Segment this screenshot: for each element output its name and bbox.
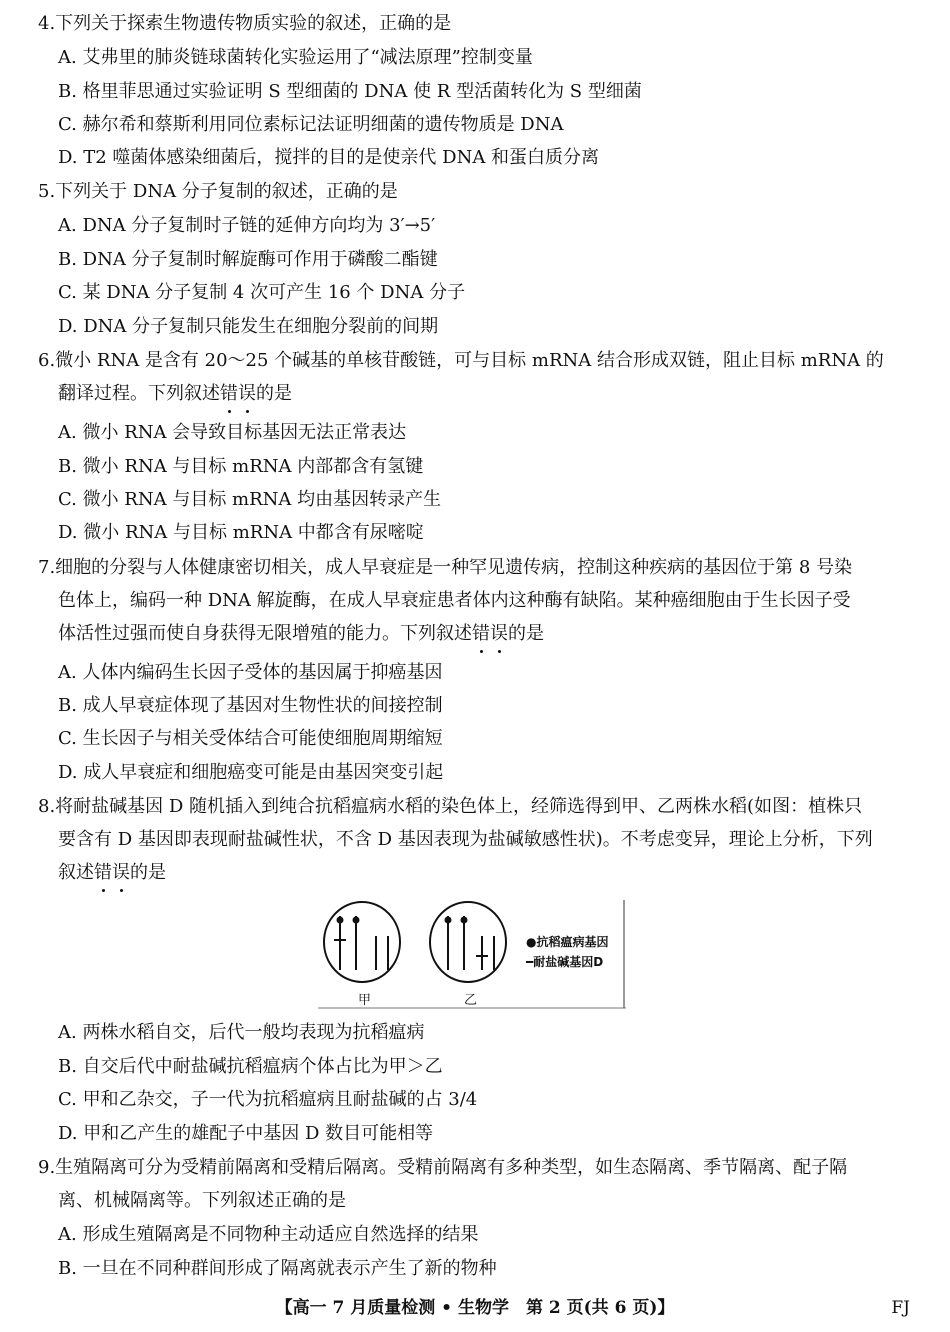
q7-option-b: B. 成人早衰症体现了基因对生物性状的间接控制 [58,695,443,716]
q4-option-b: B. 格里菲思通过实验证明 S 型细菌的 DNA 使 R 型活菌转化为 S 型细菌 [58,81,642,102]
q6-stem-text: 翻译过程。下列叙述 [58,383,220,404]
q9-option-b: B. 一旦在不同种群间形成了隔离就表示产生了新的物种 [58,1258,497,1279]
chromosome-figure [318,898,628,1010]
q6-stem-text: 的是 [256,383,292,404]
emphasis-char: 错 [472,623,490,644]
q8-stem-line-2: 要含有 D 基因即表现耐盐碱性状，不含 D 基因表现为盐碱敏感性状)。不考虑变异，理论上分析，下列 [58,829,873,850]
emphasis-char: 误 [238,383,256,404]
q7-stem-text: 体活性过强而使自身获得无限增殖的能力。下列叙述 [58,623,472,644]
label-yi: 乙 [464,993,478,1008]
q7-stem-text: 的是 [508,623,544,644]
q8-stem-line-3 [58,861,938,885]
q7-option-c: C. 生长因子与相关受体结合可能使细胞周期缩短 [58,728,443,749]
q8-option-d: D. 甲和乙产生的雄配子中基因 D 数目可能相等 [58,1123,434,1144]
q6-option-d: D. 微小 RNA 与目标 mRNA 中都含有尿嘧啶 [58,522,424,543]
q4-option-c: C. 赫尔希和蔡斯利用同位素标记法证明细菌的遗传物质是 DNA [58,114,564,135]
q5-option-c: C. 某 DNA 分子复制 4 次可产生 16 个 DNA 分子 [58,282,466,303]
q8-option-b: B. 自交后代中耐盐碱抗稻瘟病个体占比为甲＞乙 [58,1056,443,1077]
q5-option-b: B. DNA 分子复制时解旋酶可作用于磷酸二酯键 [58,249,438,270]
q9-stem-line-1: 9.生殖隔离可分为受精前隔离和受精后隔离。受精前隔离有多种类型，如生态隔离、季节隔离、配子隔 [38,1157,848,1178]
disease-resistance-gene-dot [353,917,360,924]
q7-stem-line-2: 色体上，编码一种 DNA 解旋酶，在成人早衰症患者体内这种酶有缺陷。某种癌细胞由于生长因子受 [58,590,851,611]
q9-option-a: A. 形成生殖隔离是不同物种主动适应自然选择的结果 [58,1224,479,1245]
q4-option-a: A. 艾弗里的肺炎链球菌转化实验运用了“减法原理”控制变量 [58,47,533,68]
q6-option-a: A. 微小 RNA 会导致目标基因无法正常表达 [58,422,407,443]
legend-disease-resistance-gene: ●抗稻瘟病基因 [526,935,609,949]
label-jia: 甲 [358,993,372,1008]
q8-stem-text: 叙述 [58,862,94,883]
q8-stem-line-1: 8.将耐盐碱基因 D 随机插入到纯合抗稻瘟病水稻的染色体上，经筛选得到甲、乙两株水稻(如图：植株只 [38,796,863,817]
q6-option-b: B. 微小 RNA 与目标 mRNA 内部都含有氢键 [58,456,424,477]
emphasis-char: 误 [112,862,130,883]
q7-stem-line-3 [58,622,938,646]
disease-resistance-gene-dot [445,917,452,924]
q5-stem: 5.下列关于 DNA 分子复制的叙述，正确的是 [38,181,398,202]
emphasis-char: 错 [220,383,238,404]
emphasis-char: 错 [94,862,112,883]
q6-stem-line-1: 6.微小 RNA 是含有 20～25 个碱基的单核苷酸链，可与目标 mRNA 结合形成双链，阻止目标 mRNA 的 [38,350,884,371]
q9-stem-line-2: 离、机械隔离等。下列叙述正确的是 [58,1190,346,1211]
q7-stem-line-1: 7.细胞的分裂与人体健康密切相关，成人早衰症是一种罕见遗传病，控制这种疾病的基因位于第 8 号染 [38,557,853,578]
disease-resistance-gene-dot [461,917,468,924]
page-footer-title: 【高一 7 月质量检测 • 生物学 第 2 页(共 6 页)】 [275,1298,675,1318]
q8-option-c: C. 甲和乙杂交，子一代为抗稻瘟病且耐盐碱的占 3/4 [58,1089,478,1110]
page-footer-code: FJ [891,1298,910,1318]
q8-option-a: A. 两株水稻自交，后代一般均表现为抗稻瘟病 [58,1022,425,1043]
q4-option-d: D. T2 噬菌体感染细菌后，搅拌的目的是使亲代 DNA 和蛋白质分离 [58,147,600,168]
q8-stem-text: 的是 [130,862,166,883]
q5-option-a: A. DNA 分子复制时子链的延伸方向均为 3′→5′ [58,215,436,236]
q6-option-c: C. 微小 RNA 与目标 mRNA 均由基因转录产生 [58,489,442,510]
q7-option-d: D. 成人早衰症和细胞癌变可能是由基因突变引起 [58,762,444,783]
q7-option-a: A. 人体内编码生长因子受体的基因属于抑癌基因 [58,662,443,683]
q5-option-d: D. DNA 分子复制只能发生在细胞分裂前的间期 [58,316,439,337]
legend-salt-tolerance-gene: ━耐盐碱基因D [526,955,604,969]
disease-resistance-gene-dot [337,917,344,924]
q6-stem-line-2 [58,382,938,406]
emphasis-char: 误 [490,623,508,644]
q4-stem: 4.下列关于探索生物遗传物质实验的叙述，正确的是 [38,13,452,34]
